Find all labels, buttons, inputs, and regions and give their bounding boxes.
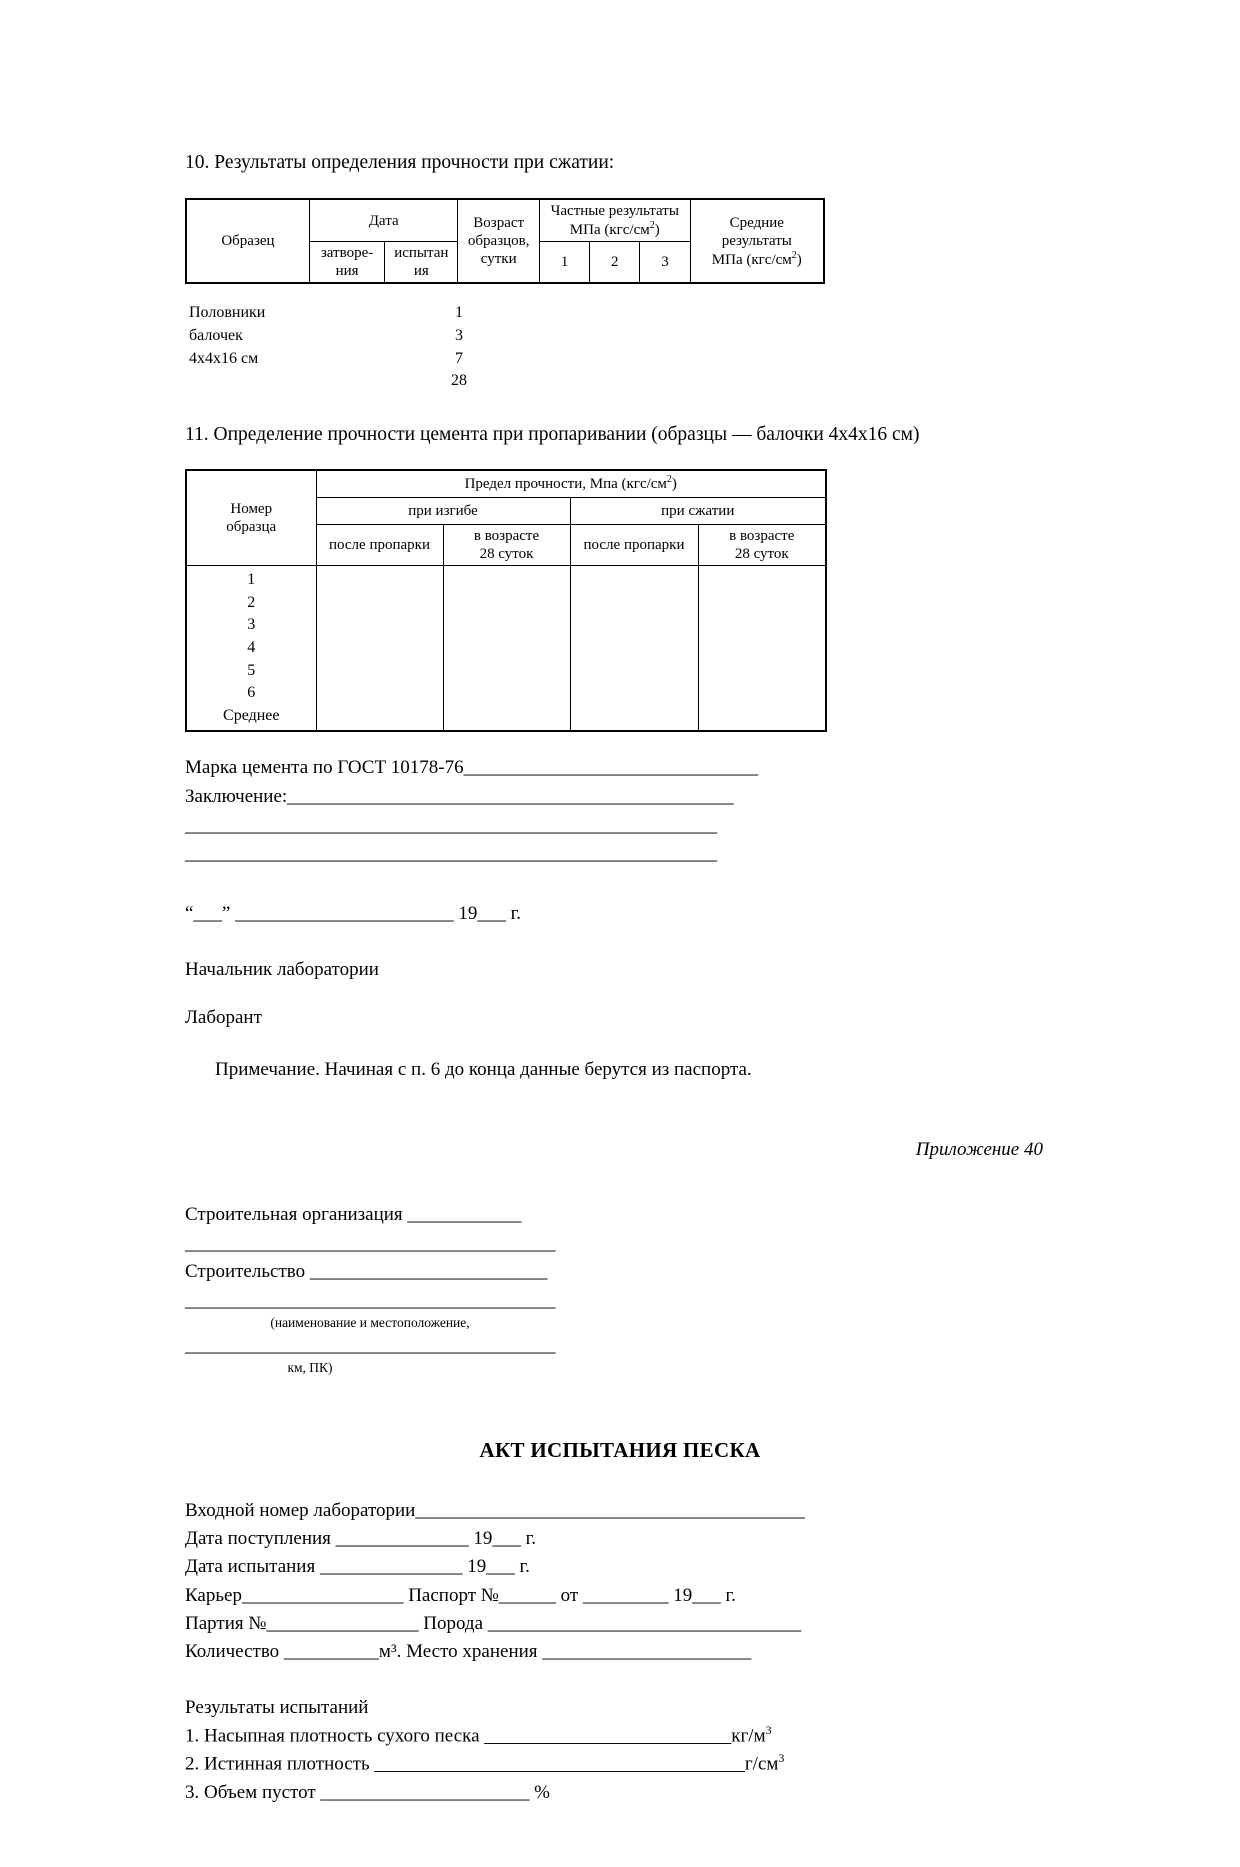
- appendix-label: Приложение 40: [915, 1139, 1043, 1161]
- blank-line: _______________________________________: [185, 1334, 556, 1356]
- laboratory-assistant-label: Лаборант: [185, 1007, 262, 1029]
- th-col-2: 2: [590, 242, 640, 284]
- test-results-block: [185, 1694, 1055, 1807]
- list-item: 1: [455, 304, 463, 322]
- th-date-mixing: затворе- ния: [309, 242, 384, 284]
- table-row: [186, 470, 826, 498]
- table-row: [186, 199, 824, 242]
- list-item: 7: [455, 349, 463, 367]
- blank-cell[interactable]: [570, 565, 698, 731]
- superscript-2: 2: [666, 474, 672, 486]
- list-item: 4х4х16 см: [189, 349, 259, 367]
- th-age28-compress: в возрасте 28 суток: [698, 524, 826, 565]
- list-item: 3: [455, 327, 463, 345]
- act-fields: [185, 1497, 1055, 1666]
- blank-line: ________________________________________________________: [185, 814, 717, 836]
- batch-rock-line: Партия №________________ Порода _________________________________: [185, 1612, 802, 1634]
- cement-brand-line: Марка цемента по ГОСТ 10178-76_______________________________: [185, 756, 759, 778]
- bulk-density-line: 1. Насыпная плотность сухого песка $\_\_\_\_\_\_\_\_\_\_\_\_\_\_\_\_\_\_\_\_\_\_\_\_\_\_кг/м^3$: [185, 1722, 772, 1747]
- th-compression: при сжатии: [570, 497, 826, 524]
- organization-block: [185, 1201, 1055, 1376]
- list-item: 1: [247, 570, 256, 588]
- arrival-date-line: Дата поступления ______________ 19___ г.: [185, 1528, 537, 1550]
- superscript-3: 3: [765, 1722, 772, 1737]
- th-col-1: 1: [539, 242, 589, 284]
- list-item: 28: [451, 372, 467, 390]
- conclusion-line: Заключение:_______________________________________________: [185, 785, 734, 807]
- th-sample: Образец: [186, 199, 309, 283]
- list-item: 5: [247, 661, 256, 679]
- page-title: АКТ ИСПЫТАНИЯ ПЕСКА: [479, 1438, 761, 1463]
- th-bending: при изгибе: [316, 497, 570, 524]
- list-item: Среднее: [223, 707, 280, 725]
- superscript-3: 3: [778, 1751, 785, 1766]
- th-sample-number: Номер образца: [186, 470, 316, 566]
- test-date-line: Дата испытания _______________ 19___ г.: [185, 1556, 530, 1578]
- th-date-testing: испытан ия: [385, 242, 458, 284]
- chief-of-laboratory-label: Начальник лаборатории: [185, 959, 379, 981]
- true-density-line: 2. Истинная плотность $\_\_\_\_\_\_\_\_\_\_\_\_\_\_\_\_\_\_\_\_\_\_\_\_\_\_\_\_\_\_\_\_\_\_\_\_\_\_\_г/см^3$: [185, 1751, 785, 1775]
- th-strength-limit: Предел прочности, Мпа $(кгс/см^2)$: [316, 470, 826, 498]
- list-item: Половники: [189, 304, 266, 322]
- age-days-column: [439, 302, 479, 393]
- sample-number-list: [186, 565, 316, 731]
- blank-cell[interactable]: [698, 565, 826, 731]
- caption-name-location: (наименование и местоположение,: [270, 1315, 470, 1331]
- construction-line: Строительство _________________________: [185, 1261, 548, 1283]
- list-item: 6: [247, 684, 256, 702]
- th-after-steam-compress: после пропарки: [570, 524, 698, 565]
- blank-cell[interactable]: [316, 565, 443, 731]
- th-date: Дата: [309, 199, 458, 242]
- blank-line: _______________________________________: [185, 1289, 556, 1311]
- superscript-2: 2: [649, 220, 655, 232]
- th-after-steam-bend: после пропарки: [316, 524, 443, 565]
- sample-age-list: [189, 302, 829, 390]
- list-item: балочек: [189, 327, 243, 345]
- blank-cell[interactable]: [443, 565, 570, 731]
- construction-organization-line: Строительная организация ____________: [185, 1204, 522, 1226]
- section-11-heading: 11. Определение прочности цемента при пропаривании (образцы — балочки 4х4х16 см): [185, 424, 920, 446]
- th-age: Возраст образцов, сутки: [458, 199, 540, 283]
- list-item: 4: [247, 638, 256, 656]
- table-row: [186, 565, 826, 731]
- void-volume-line: 3. Объем пустот ______________________ %: [185, 1781, 550, 1803]
- superscript-2: 2: [791, 249, 797, 261]
- blank-line: ________________________________________________________: [185, 843, 717, 865]
- caption-km-pk: км, ПК): [287, 1360, 333, 1375]
- th-partial-results: Частные результаты МПа $(кгс/см^2)$: [539, 199, 690, 242]
- list-item: 2: [247, 593, 256, 611]
- conclusion-lines: [185, 754, 1055, 870]
- th-mean-results: Средние результаты МПа $(кгс/см^2)$: [690, 199, 824, 283]
- th-age28-bend: в возрасте 28 суток: [443, 524, 570, 565]
- quantity-storage-line: Количество __________м³. Место хранения ______________________: [185, 1640, 752, 1662]
- date-line: “___” _______________________ 19___ г.: [185, 903, 522, 925]
- steam-curing-strength-table: [185, 469, 827, 732]
- list-item: 3: [247, 616, 256, 634]
- results-heading: Результаты испытаний: [185, 1696, 369, 1718]
- lab-input-number-line: Входной номер лаборатории_________________________________________: [185, 1500, 805, 1522]
- compression-strength-table: [185, 198, 825, 284]
- quarry-passport-line: Карьер_________________ Паспорт №______ от _________ 19___ г.: [185, 1584, 736, 1606]
- section-10-heading: 10. Результаты определения прочности при сжатии:: [185, 152, 615, 173]
- th-col-3: 3: [640, 242, 690, 284]
- blank-line: _______________________________________: [185, 1232, 556, 1254]
- note-text: Примечание. Начиная с п. 6 до конца данные берутся из паспорта.: [215, 1059, 752, 1081]
